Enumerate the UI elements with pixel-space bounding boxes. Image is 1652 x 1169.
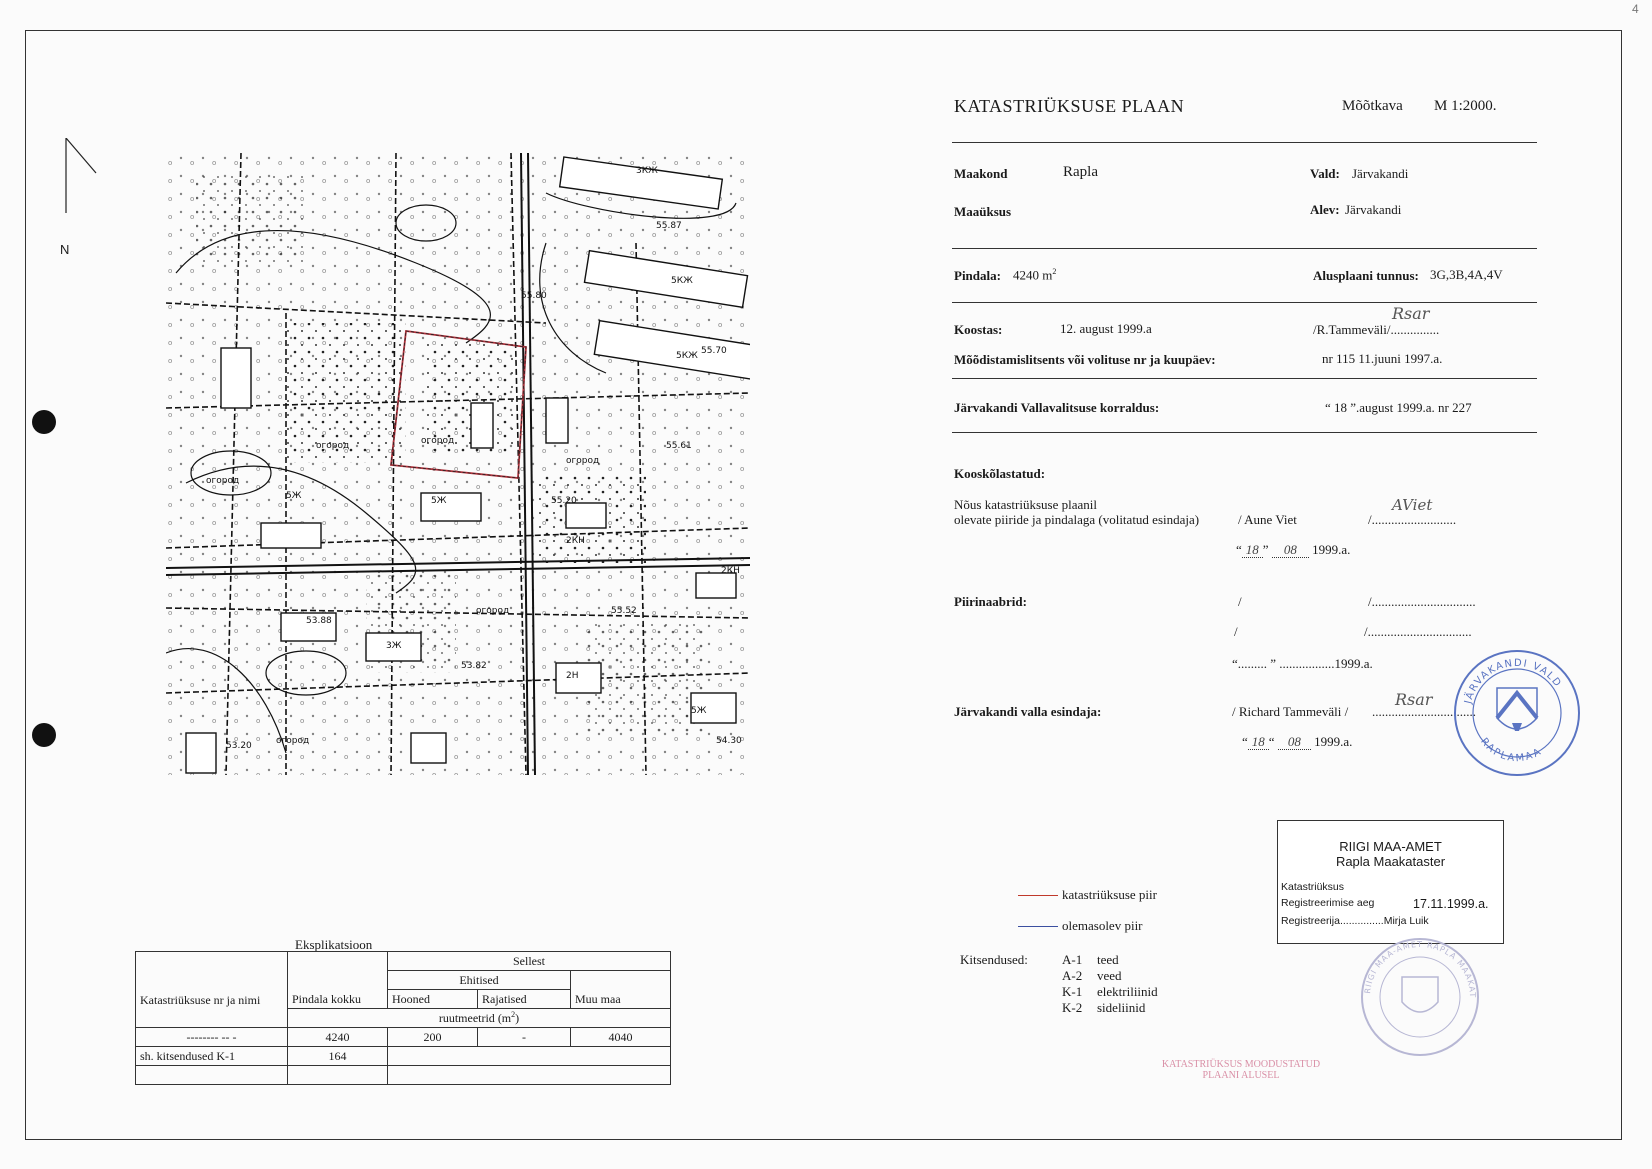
svg-text:55.87: 55.87 [656, 221, 682, 231]
legend-item-existing: olemasolev piir [1062, 918, 1143, 933]
compiled-label: Koostas: [954, 322, 1003, 337]
svg-text:55.80: 55.80 [521, 291, 547, 301]
registry-stamp [1350, 937, 1490, 1062]
registry-row-3: Registreerija...............Mirja Luik [1281, 915, 1429, 927]
svg-text:55.70: 55.70 [701, 346, 727, 356]
divider [952, 432, 1537, 433]
north-arrow-icon [60, 138, 100, 228]
svg-text:53.88: 53.88 [306, 616, 332, 626]
restriction-item: K-2 sideliinid [1062, 1000, 1146, 1015]
svg-text:55.20: 55.20 [551, 496, 577, 506]
rep-person: / Richard Tammeväli / [1232, 704, 1349, 719]
svg-text:53.20: 53.20 [226, 741, 252, 751]
consent-signature-line: /.......................... [1368, 512, 1457, 527]
svg-text:55.61: 55.61 [666, 441, 692, 451]
scale-label: Mõõtkava [1342, 98, 1403, 114]
rep-signature-line: ................................ [1372, 704, 1476, 719]
registry-row-1: Katastriüksus [1281, 881, 1345, 893]
formation-note: KATASTRIÜKSUS MOODUSTATUD PLAANI ALUSEL [1161, 1059, 1321, 1081]
svg-text:огород: огород [566, 456, 600, 466]
base-plan-value: 3G,3B,4A,4V [1430, 267, 1503, 282]
divider [952, 302, 1537, 303]
municipality-stamp [1452, 648, 1582, 783]
borough-label: Alev: [1310, 202, 1340, 217]
license-label: Mõõdistamislitsents või volituse nr ja kuupäev: [954, 352, 1216, 367]
divider [952, 378, 1537, 379]
neighbor-date: “......... ” .................1999.a. [1232, 656, 1373, 671]
svg-text:RAPLAMAA: RAPLAMAA [1478, 736, 1545, 765]
table-row: -------- -- - 4240 200 - 4040 [136, 1028, 671, 1047]
col-other-header: Muu maa [575, 992, 621, 1006]
base-plan-label: Alusplaani tunnus: [1313, 268, 1419, 283]
svg-text:огород: огород [316, 441, 350, 451]
compiled-signature: Rsar [1392, 304, 1430, 323]
col-built-header: Ehitised [459, 972, 499, 987]
parish-label: Vald: [1310, 166, 1340, 181]
registry-line-1: RIIGI MAA-AMET [1339, 839, 1442, 854]
svg-text:5Ж: 5Ж [286, 491, 302, 501]
svg-text:5КЖ: 5КЖ [676, 351, 698, 361]
land-unit-label: Maaüksus [954, 204, 1012, 219]
borough-value: Järvakandi [1345, 202, 1402, 217]
col-name-header: Katastriüksuse nr ja nimi [140, 992, 261, 1007]
col-of-which-header: Sellest [513, 953, 545, 968]
col-buildings-header: Hooned [392, 991, 430, 1006]
svg-text:3КЖ: 3КЖ [636, 166, 658, 176]
registry-row-2: Registreerimise aeg 17.11.1999.a. [1281, 897, 1489, 911]
svg-text:огород: огород [421, 436, 455, 446]
area-value: 4240 $m^2$ [1013, 267, 1057, 283]
parish-value: Järvakandi [1352, 166, 1409, 181]
neighbor-line-2: /................................ [1364, 624, 1472, 639]
area-label: Pindala: [954, 268, 1001, 283]
svg-text:53.82: 53.82 [461, 661, 487, 671]
restriction-item: K-1 elektriliinid [1062, 984, 1158, 999]
explication-title: Eksplikatsioon [295, 937, 373, 952]
order-label: Järvakandi Vallavalitsuse korraldus: [954, 400, 1160, 415]
table-row [136, 1066, 671, 1085]
plan-title: KATASTRIÜKSUSE PLAAN [954, 96, 1185, 116]
rep-date: “ 18 “ 08 1999.a. [1242, 734, 1353, 749]
units-row: ruutmeetrid $(m^2)$ [288, 1009, 671, 1028]
rep-signature: Rsar [1395, 690, 1433, 709]
svg-text:2КН: 2КН [566, 536, 585, 546]
binder-hole-bottom [32, 723, 56, 747]
north-label: N [60, 242, 70, 257]
binder-hole-top [32, 410, 56, 434]
consent-line-2: olevate piiride ja pindalaga (volitatud esindaja) [954, 512, 1200, 527]
county-label: Maakond [954, 166, 1008, 181]
registry-box [1277, 820, 1504, 944]
consent-signature: AViet [1392, 496, 1433, 514]
col-area-header: Pindala kokku [292, 992, 361, 1006]
compiled-date: 12. august 1999.a [1060, 321, 1152, 336]
svg-text:огород: огород [206, 476, 240, 486]
svg-text:огород: огород [276, 736, 310, 746]
svg-text:54.30: 54.30 [716, 736, 742, 746]
svg-text:5Ж: 5Ж [691, 706, 707, 716]
rep-label: Järvakandi valla esindaja: [954, 704, 1102, 719]
restriction-item: A-1 teed [1062, 952, 1119, 967]
svg-text:5КЖ: 5КЖ [671, 276, 693, 286]
svg-text:JÄRVAKANDI VALD: JÄRVAKANDI VALD [1462, 657, 1564, 705]
cadastral-map [166, 153, 750, 775]
neighbor-slash-1: / [1238, 594, 1242, 609]
svg-text:RIIGI MAA-AMET RAPLA MAAKATAS: RIIGI MAA-AMET RAPLA MAAKAT [1363, 939, 1478, 998]
svg-text:3Ж: 3Ж [386, 641, 402, 651]
svg-text:2Н: 2Н [566, 671, 579, 681]
neighbor-line-1: /................................ [1368, 594, 1476, 609]
license-value: nr 115 11.juuni 1997.a. [1322, 351, 1443, 366]
legend-line-blue [1018, 926, 1058, 927]
registry-line-2: Rapla Maakataster [1335, 854, 1446, 869]
consent-person: / Aune Viet [1238, 512, 1297, 527]
approvals-heading: Kooskõlastatud: [954, 466, 1046, 481]
col-structures-header: Rajatised [482, 991, 527, 1006]
legend-item-cadastral: katastriüksuse piir [1062, 887, 1157, 902]
svg-text:55.52: 55.52 [611, 606, 637, 616]
compiled-person: /R.Tammeväli/............... [1313, 322, 1440, 337]
scale-value: M 1:2000. [1434, 98, 1497, 114]
divider [952, 248, 1537, 249]
restrictions-label: Kitsendused: [960, 952, 1028, 967]
consent-line-1: Nõus katastriüksuse plaanil [954, 497, 1097, 512]
county-value: Rapla [1063, 164, 1098, 180]
divider [952, 142, 1537, 143]
svg-text:огород: огород [476, 606, 510, 616]
table-row: sh. kitsendused K-1 164 [136, 1047, 671, 1066]
restrictions-list [1062, 952, 1158, 1016]
neighbors-label: Piirinaabrid: [954, 594, 1027, 609]
corner-mark: 4 [1632, 2, 1639, 16]
svg-text:2КН: 2КН [721, 566, 740, 576]
neighbor-slash-2: / [1234, 624, 1238, 639]
explication-table [135, 951, 671, 1085]
svg-text:5Ж: 5Ж [431, 496, 447, 506]
order-value: “ 18 ”.august 1999.a. nr 227 [1325, 400, 1472, 415]
restriction-item: A-2 veed [1062, 968, 1122, 983]
consent-date: “ 18 ” 08 1999.a. [1236, 542, 1351, 557]
legend-line-red [1018, 895, 1058, 896]
